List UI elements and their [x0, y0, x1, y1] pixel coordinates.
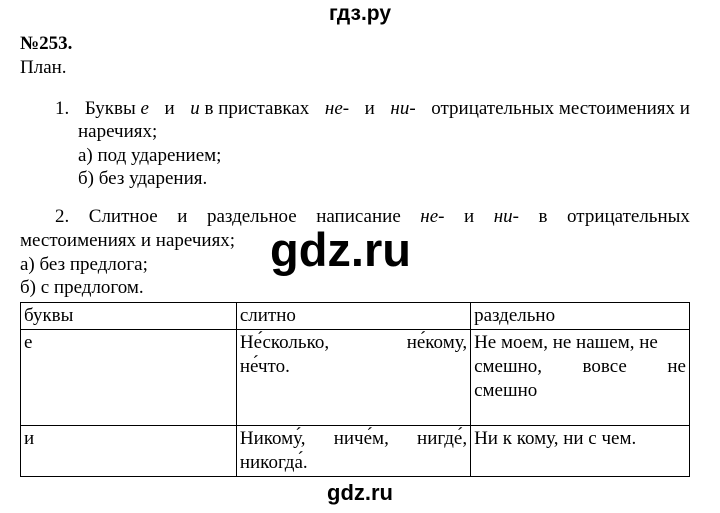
cell-together: Не́сколько, не́кому, не́что.	[236, 330, 470, 426]
item1-line2: наречиях;	[78, 121, 158, 142]
item1-sub-a: а) под ударением;	[78, 145, 222, 166]
site-footer-logo: gdz.ru	[327, 480, 393, 505]
item2-sub-a: а) без предлога;	[20, 254, 148, 275]
item2-line2: местоимениях и наречиях;	[20, 230, 236, 251]
cell-together: Никому́, ниче́м, нигде́, никогда́.	[236, 426, 470, 477]
header-letters: буквы	[21, 303, 237, 330]
table-header-row	[21, 303, 690, 330]
item2-line1: 2. Слитное и раздельное написание не- и ни- в отрицательных	[55, 206, 690, 227]
item2-sub-b: б) с предлогом.	[20, 277, 144, 298]
plan-label: План.	[20, 57, 67, 78]
item1-line1: 1. Буквы е и и в приставках не- и ни- отрицательных местоимениях и	[55, 98, 690, 119]
header-separate: раздельно	[471, 303, 690, 330]
cell-letter: и	[21, 426, 237, 477]
table-row	[21, 330, 690, 426]
cell-separate: Ни к кому, ни с чем.	[471, 426, 690, 477]
watermark: gdz.ru	[270, 223, 411, 276]
header-together: слитно	[236, 303, 470, 330]
cell-letter: е	[21, 330, 237, 426]
table-row	[21, 426, 690, 477]
cell-separate: Не моем, не нашем, не смешно, вовсе не смешно	[471, 330, 690, 426]
item1-sub-b: б) без ударения.	[78, 168, 208, 189]
spelling-table	[20, 302, 690, 477]
site-header-logo: гдз.ру	[328, 2, 392, 25]
task-number: №253.	[20, 33, 73, 54]
